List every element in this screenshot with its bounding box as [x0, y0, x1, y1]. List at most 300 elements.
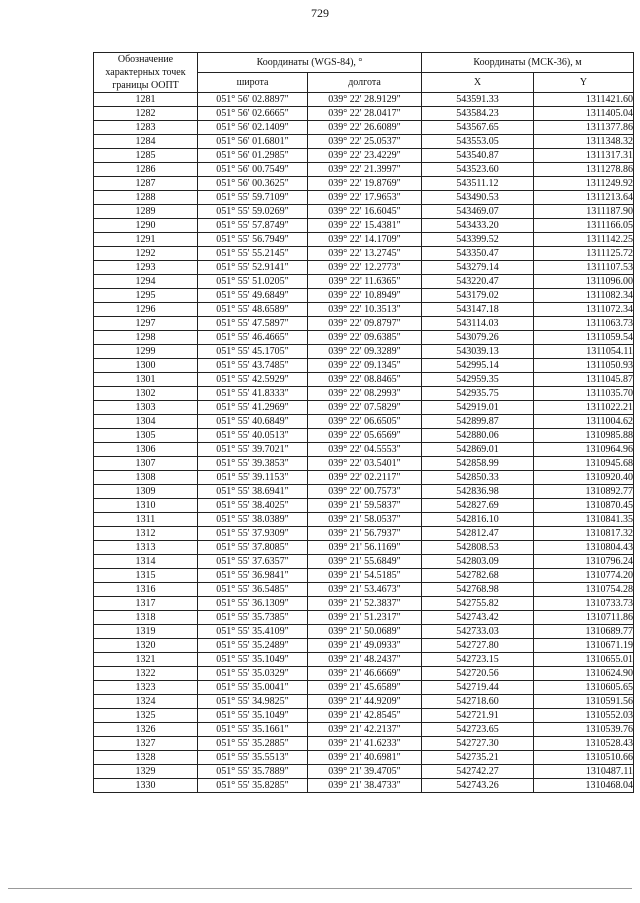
x-coordinate-cell: 542755.82: [422, 597, 534, 611]
table-row: [94, 275, 634, 289]
latitude-cell: 051° 55' 36.5485": [198, 583, 308, 597]
table-row: [94, 261, 634, 275]
x-coordinate-cell: 542721.91: [422, 709, 534, 723]
longitude-cell: 039° 21' 53.4673": [308, 583, 422, 597]
x-coordinate-cell: 542768.98: [422, 583, 534, 597]
point-id-cell: 1294: [94, 275, 198, 289]
x-coordinate-cell: 542812.47: [422, 527, 534, 541]
longitude-cell: 039° 21' 45.6589": [308, 681, 422, 695]
point-id-cell: 1306: [94, 443, 198, 457]
point-id-cell: 1302: [94, 387, 198, 401]
latitude-cell: 051° 55' 59.0269": [198, 205, 308, 219]
x-coordinate-cell: 543279.14: [422, 261, 534, 275]
table-row: [94, 611, 634, 625]
latitude-cell: 051° 55' 40.0513": [198, 429, 308, 443]
table-row: [94, 751, 634, 765]
x-coordinate-cell: 543350.47: [422, 247, 534, 261]
point-id-cell: 1319: [94, 625, 198, 639]
x-coordinate-cell: 542718.60: [422, 695, 534, 709]
x-coordinate-cell: 542919.01: [422, 401, 534, 415]
y-coordinate-cell: 1311050.93: [534, 359, 634, 373]
table-row: [94, 219, 634, 233]
table-row: [94, 681, 634, 695]
point-id-cell: 1291: [94, 233, 198, 247]
y-coordinate-cell: 1311107.53: [534, 261, 634, 275]
table-row: [94, 499, 634, 513]
y-coordinate-cell: 1311072.34: [534, 303, 634, 317]
longitude-cell: 039° 22' 12.2773": [308, 261, 422, 275]
x-coordinate-cell: 542720.56: [422, 667, 534, 681]
scan-bottom-edge: [8, 888, 632, 889]
point-id-cell: 1281: [94, 93, 198, 107]
latitude-cell: 051° 55' 35.1049": [198, 653, 308, 667]
latitude-cell: 051° 55' 35.4109": [198, 625, 308, 639]
table-row: [94, 625, 634, 639]
longitude-cell: 039° 21' 41.6233": [308, 737, 422, 751]
point-id-cell: 1290: [94, 219, 198, 233]
y-coordinate-cell: 1311045.87: [534, 373, 634, 387]
point-id-cell: 1327: [94, 737, 198, 751]
y-coordinate-cell: 1311125.72: [534, 247, 634, 261]
latitude-cell: 051° 55' 38.4025": [198, 499, 308, 513]
x-coordinate-cell: 543220.47: [422, 275, 534, 289]
table-row: [94, 247, 634, 261]
point-id-cell: 1321: [94, 653, 198, 667]
point-id-cell: 1330: [94, 779, 198, 793]
header-x: X: [422, 73, 534, 93]
longitude-cell: 039° 22' 25.0537": [308, 135, 422, 149]
header-point: Обозначение характерных точек границы ООПТ: [94, 53, 198, 93]
latitude-cell: 051° 55' 40.6849": [198, 415, 308, 429]
y-coordinate-cell: 1310796.24: [534, 555, 634, 569]
table-row: [94, 233, 634, 247]
y-coordinate-cell: 1311059.54: [534, 331, 634, 345]
longitude-cell: 039° 22' 03.5401": [308, 457, 422, 471]
latitude-cell: 051° 55' 34.9825": [198, 695, 308, 709]
y-coordinate-cell: 1310655.01: [534, 653, 634, 667]
header-msk36: Координаты (МСК-36), м: [422, 53, 634, 73]
latitude-cell: 051° 55' 38.6941": [198, 485, 308, 499]
longitude-cell: 039° 21' 54.5185": [308, 569, 422, 583]
longitude-cell: 039° 22' 11.6365": [308, 275, 422, 289]
table-row: [94, 569, 634, 583]
x-coordinate-cell: 542742.27: [422, 765, 534, 779]
longitude-cell: 039° 22' 28.9129": [308, 93, 422, 107]
x-coordinate-cell: 542858.99: [422, 457, 534, 471]
x-coordinate-cell: 542723.15: [422, 653, 534, 667]
point-id-cell: 1314: [94, 555, 198, 569]
table-row: [94, 289, 634, 303]
longitude-cell: 039° 22' 23.4229": [308, 149, 422, 163]
x-coordinate-cell: 542827.69: [422, 499, 534, 513]
longitude-cell: 039° 21' 42.2137": [308, 723, 422, 737]
latitude-cell: 051° 56' 01.6801": [198, 135, 308, 149]
longitude-cell: 039° 21' 38.4733": [308, 779, 422, 793]
point-id-cell: 1315: [94, 569, 198, 583]
latitude-cell: 051° 55' 59.7109": [198, 191, 308, 205]
latitude-cell: 051° 55' 55.2145": [198, 247, 308, 261]
y-coordinate-cell: 1310591.56: [534, 695, 634, 709]
y-coordinate-cell: 1310920.40: [534, 471, 634, 485]
longitude-cell: 039° 21' 44.9209": [308, 695, 422, 709]
x-coordinate-cell: 543039.13: [422, 345, 534, 359]
longitude-cell: 039° 22' 14.1709": [308, 233, 422, 247]
latitude-cell: 051° 55' 35.5513": [198, 751, 308, 765]
table-row: [94, 723, 634, 737]
x-coordinate-cell: 542782.68: [422, 569, 534, 583]
table-row: [94, 639, 634, 653]
x-coordinate-cell: 542803.09: [422, 555, 534, 569]
longitude-cell: 039° 21' 56.1169": [308, 541, 422, 555]
table-row: [94, 527, 634, 541]
longitude-cell: 039° 22' 08.2993": [308, 387, 422, 401]
latitude-cell: 051° 55' 45.1705": [198, 345, 308, 359]
longitude-cell: 039° 22' 17.9653": [308, 191, 422, 205]
longitude-cell: 039° 21' 51.2317": [308, 611, 422, 625]
y-coordinate-cell: 1310539.76: [534, 723, 634, 737]
point-id-cell: 1301: [94, 373, 198, 387]
latitude-cell: 051° 55' 48.6589": [198, 303, 308, 317]
latitude-cell: 051° 55' 57.8749": [198, 219, 308, 233]
point-id-cell: 1325: [94, 709, 198, 723]
x-coordinate-cell: 542743.26: [422, 779, 534, 793]
latitude-cell: 051° 55' 52.9141": [198, 261, 308, 275]
longitude-cell: 039° 22' 26.6089": [308, 121, 422, 135]
y-coordinate-cell: 1310468.04: [534, 779, 634, 793]
y-coordinate-cell: 1310711.86: [534, 611, 634, 625]
table-row: [94, 667, 634, 681]
longitude-cell: 039° 22' 19.8769": [308, 177, 422, 191]
longitude-cell: 039° 21' 39.4705": [308, 765, 422, 779]
x-coordinate-cell: 542850.33: [422, 471, 534, 485]
x-coordinate-cell: 542899.87: [422, 415, 534, 429]
table-row: [94, 597, 634, 611]
table-row: [94, 345, 634, 359]
x-coordinate-cell: 543523.60: [422, 163, 534, 177]
x-coordinate-cell: 543147.18: [422, 303, 534, 317]
latitude-cell: 051° 55' 43.7485": [198, 359, 308, 373]
latitude-cell: 051° 55' 36.9841": [198, 569, 308, 583]
header-y: Y: [534, 73, 634, 93]
point-id-cell: 1305: [94, 429, 198, 443]
coordinates-table: [93, 52, 634, 793]
point-id-cell: 1322: [94, 667, 198, 681]
x-coordinate-cell: 542735.21: [422, 751, 534, 765]
latitude-cell: 051° 55' 39.1153": [198, 471, 308, 485]
table-row: [94, 765, 634, 779]
point-id-cell: 1316: [94, 583, 198, 597]
longitude-cell: 039° 22' 08.8465": [308, 373, 422, 387]
latitude-cell: 051° 55' 41.2969": [198, 401, 308, 415]
longitude-cell: 039° 22' 16.6045": [308, 205, 422, 219]
y-coordinate-cell: 1311348.32: [534, 135, 634, 149]
y-coordinate-cell: 1310605.65: [534, 681, 634, 695]
x-coordinate-cell: 543490.53: [422, 191, 534, 205]
longitude-cell: 039° 22' 07.5829": [308, 401, 422, 415]
y-coordinate-cell: 1311249.92: [534, 177, 634, 191]
latitude-cell: 051° 55' 41.8333": [198, 387, 308, 401]
table-row: [94, 653, 634, 667]
latitude-cell: 051° 55' 38.0389": [198, 513, 308, 527]
point-id-cell: 1285: [94, 149, 198, 163]
y-coordinate-cell: 1311213.64: [534, 191, 634, 205]
longitude-cell: 039° 22' 09.6385": [308, 331, 422, 345]
y-coordinate-cell: 1310510.66: [534, 751, 634, 765]
x-coordinate-cell: 542869.01: [422, 443, 534, 457]
point-id-cell: 1297: [94, 317, 198, 331]
y-coordinate-cell: 1310671.19: [534, 639, 634, 653]
table-row: [94, 401, 634, 415]
latitude-cell: 051° 56' 00.7549": [198, 163, 308, 177]
y-coordinate-cell: 1311187.90: [534, 205, 634, 219]
longitude-cell: 039° 21' 58.0537": [308, 513, 422, 527]
x-coordinate-cell: 543553.05: [422, 135, 534, 149]
y-coordinate-cell: 1310733.73: [534, 597, 634, 611]
point-id-cell: 1295: [94, 289, 198, 303]
y-coordinate-cell: 1311405.04: [534, 107, 634, 121]
x-coordinate-cell: 543567.65: [422, 121, 534, 135]
table-row: [94, 373, 634, 387]
latitude-cell: 051° 55' 49.6849": [198, 289, 308, 303]
longitude-cell: 039° 22' 04.5553": [308, 443, 422, 457]
y-coordinate-cell: 1310892.77: [534, 485, 634, 499]
point-id-cell: 1296: [94, 303, 198, 317]
header-latitude: широта: [198, 73, 308, 93]
latitude-cell: 051° 55' 51.0205": [198, 275, 308, 289]
y-coordinate-cell: 1311142.25: [534, 233, 634, 247]
x-coordinate-cell: 543114.03: [422, 317, 534, 331]
x-coordinate-cell: 543079.26: [422, 331, 534, 345]
y-coordinate-cell: 1310754.28: [534, 583, 634, 597]
point-id-cell: 1298: [94, 331, 198, 345]
point-id-cell: 1284: [94, 135, 198, 149]
table-row: [94, 135, 634, 149]
y-coordinate-cell: 1311278.86: [534, 163, 634, 177]
longitude-cell: 039° 22' 06.6505": [308, 415, 422, 429]
longitude-cell: 039° 21' 42.8545": [308, 709, 422, 723]
y-coordinate-cell: 1310552.03: [534, 709, 634, 723]
y-coordinate-cell: 1310528.43: [534, 737, 634, 751]
latitude-cell: 051° 56' 02.6665": [198, 107, 308, 121]
x-coordinate-cell: 542719.44: [422, 681, 534, 695]
point-id-cell: 1312: [94, 527, 198, 541]
latitude-cell: 051° 55' 42.5929": [198, 373, 308, 387]
y-coordinate-cell: 1311054.11: [534, 345, 634, 359]
latitude-cell: 051° 55' 35.1661": [198, 723, 308, 737]
x-coordinate-cell: 542935.75: [422, 387, 534, 401]
point-id-cell: 1308: [94, 471, 198, 485]
longitude-cell: 039° 22' 13.2745": [308, 247, 422, 261]
table-row: [94, 457, 634, 471]
y-coordinate-cell: 1310817.32: [534, 527, 634, 541]
latitude-cell: 051° 56' 02.1409": [198, 121, 308, 135]
point-id-cell: 1286: [94, 163, 198, 177]
latitude-cell: 051° 56' 00.3625": [198, 177, 308, 191]
y-coordinate-cell: 1311377.86: [534, 121, 634, 135]
table-row: [94, 737, 634, 751]
table-row: [94, 121, 634, 135]
longitude-cell: 039° 21' 59.5837": [308, 499, 422, 513]
point-id-cell: 1313: [94, 541, 198, 555]
y-coordinate-cell: 1311317.31: [534, 149, 634, 163]
latitude-cell: 051° 55' 35.8285": [198, 779, 308, 793]
table-row: [94, 303, 634, 317]
longitude-cell: 039° 22' 28.0417": [308, 107, 422, 121]
longitude-cell: 039° 21' 40.6981": [308, 751, 422, 765]
point-id-cell: 1329: [94, 765, 198, 779]
y-coordinate-cell: 1310841.35: [534, 513, 634, 527]
longitude-cell: 039° 22' 09.8797": [308, 317, 422, 331]
point-id-cell: 1323: [94, 681, 198, 695]
table-row: [94, 107, 634, 121]
y-coordinate-cell: 1311004.62: [534, 415, 634, 429]
point-id-cell: 1307: [94, 457, 198, 471]
x-coordinate-cell: 543179.02: [422, 289, 534, 303]
y-coordinate-cell: 1310985.88: [534, 429, 634, 443]
table-row: [94, 709, 634, 723]
longitude-cell: 039° 21' 56.7937": [308, 527, 422, 541]
longitude-cell: 039° 22' 15.4381": [308, 219, 422, 233]
longitude-cell: 039° 22' 09.3289": [308, 345, 422, 359]
point-id-cell: 1326: [94, 723, 198, 737]
table-row: [94, 485, 634, 499]
table-row: [94, 205, 634, 219]
latitude-cell: 051° 55' 47.5897": [198, 317, 308, 331]
x-coordinate-cell: 542727.30: [422, 737, 534, 751]
x-coordinate-cell: 542723.65: [422, 723, 534, 737]
point-id-cell: 1299: [94, 345, 198, 359]
latitude-cell: 051° 56' 02.8897": [198, 93, 308, 107]
x-coordinate-cell: 542995.14: [422, 359, 534, 373]
y-coordinate-cell: 1311421.60: [534, 93, 634, 107]
point-id-cell: 1287: [94, 177, 198, 191]
latitude-cell: 051° 55' 46.4665": [198, 331, 308, 345]
y-coordinate-cell: 1310870.45: [534, 499, 634, 513]
point-id-cell: 1300: [94, 359, 198, 373]
table-row: [94, 471, 634, 485]
longitude-cell: 039° 22' 21.3997": [308, 163, 422, 177]
point-id-cell: 1293: [94, 261, 198, 275]
x-coordinate-cell: 543540.87: [422, 149, 534, 163]
y-coordinate-cell: 1311022.21: [534, 401, 634, 415]
x-coordinate-cell: 542743.42: [422, 611, 534, 625]
x-coordinate-cell: 542808.53: [422, 541, 534, 555]
table-row: [94, 191, 634, 205]
latitude-cell: 051° 55' 39.3853": [198, 457, 308, 471]
point-id-cell: 1292: [94, 247, 198, 261]
point-id-cell: 1328: [94, 751, 198, 765]
point-id-cell: 1309: [94, 485, 198, 499]
y-coordinate-cell: 1310804.43: [534, 541, 634, 555]
x-coordinate-cell: 543591.33: [422, 93, 534, 107]
y-coordinate-cell: 1310689.77: [534, 625, 634, 639]
table-row: [94, 429, 634, 443]
latitude-cell: 051° 55' 35.0041": [198, 681, 308, 695]
latitude-cell: 051° 55' 39.7021": [198, 443, 308, 457]
table-row: [94, 317, 634, 331]
y-coordinate-cell: 1310945.68: [534, 457, 634, 471]
point-id-cell: 1310: [94, 499, 198, 513]
table-row: [94, 415, 634, 429]
latitude-cell: 051° 55' 35.7889": [198, 765, 308, 779]
y-coordinate-cell: 1310487.11: [534, 765, 634, 779]
latitude-cell: 051° 55' 37.8085": [198, 541, 308, 555]
longitude-cell: 039° 22' 09.1345": [308, 359, 422, 373]
point-id-cell: 1320: [94, 639, 198, 653]
latitude-cell: 051° 55' 36.1309": [198, 597, 308, 611]
table-row: [94, 331, 634, 345]
longitude-cell: 039° 22' 10.8949": [308, 289, 422, 303]
latitude-cell: 051° 56' 01.2985": [198, 149, 308, 163]
y-coordinate-cell: 1310624.90: [534, 667, 634, 681]
longitude-cell: 039° 21' 49.0933": [308, 639, 422, 653]
table-row: [94, 779, 634, 793]
table-row: [94, 93, 634, 107]
x-coordinate-cell: 542880.06: [422, 429, 534, 443]
point-id-cell: 1311: [94, 513, 198, 527]
latitude-cell: 051° 55' 56.7949": [198, 233, 308, 247]
latitude-cell: 051° 55' 35.0329": [198, 667, 308, 681]
longitude-cell: 039° 21' 50.0689": [308, 625, 422, 639]
table-row: [94, 513, 634, 527]
longitude-cell: 039° 21' 46.6669": [308, 667, 422, 681]
table-row: [94, 163, 634, 177]
longitude-cell: 039° 22' 00.7573": [308, 485, 422, 499]
longitude-cell: 039° 21' 52.3837": [308, 597, 422, 611]
x-coordinate-cell: 543584.23: [422, 107, 534, 121]
point-id-cell: 1288: [94, 191, 198, 205]
table-row: [94, 695, 634, 709]
x-coordinate-cell: 542836.98: [422, 485, 534, 499]
point-id-cell: 1318: [94, 611, 198, 625]
x-coordinate-cell: 543399.52: [422, 233, 534, 247]
x-coordinate-cell: 542727.80: [422, 639, 534, 653]
table-row: [94, 359, 634, 373]
point-id-cell: 1317: [94, 597, 198, 611]
latitude-cell: 051° 55' 37.9309": [198, 527, 308, 541]
table-row: [94, 583, 634, 597]
table-row: [94, 387, 634, 401]
y-coordinate-cell: 1311096.00: [534, 275, 634, 289]
longitude-cell: 039° 22' 02.2117": [308, 471, 422, 485]
x-coordinate-cell: 543469.07: [422, 205, 534, 219]
x-coordinate-cell: 543511.12: [422, 177, 534, 191]
latitude-cell: 051° 55' 35.1049": [198, 709, 308, 723]
x-coordinate-cell: 542959.35: [422, 373, 534, 387]
header-wgs84: Координаты (WGS-84), °: [198, 53, 422, 73]
point-id-cell: 1282: [94, 107, 198, 121]
point-id-cell: 1324: [94, 695, 198, 709]
point-id-cell: 1304: [94, 415, 198, 429]
latitude-cell: 051° 55' 37.6357": [198, 555, 308, 569]
y-coordinate-cell: 1311166.05: [534, 219, 634, 233]
x-coordinate-cell: 543433.20: [422, 219, 534, 233]
x-coordinate-cell: 542733.03: [422, 625, 534, 639]
point-id-cell: 1303: [94, 401, 198, 415]
point-id-cell: 1289: [94, 205, 198, 219]
latitude-cell: 051° 55' 35.7385": [198, 611, 308, 625]
x-coordinate-cell: 542816.10: [422, 513, 534, 527]
table-row: [94, 443, 634, 457]
longitude-cell: 039° 21' 55.6849": [308, 555, 422, 569]
page-number: 729: [311, 6, 329, 20]
table-row: [94, 541, 634, 555]
header-longitude: долгота: [308, 73, 422, 93]
table-row: [94, 149, 634, 163]
latitude-cell: 051° 55' 35.2489": [198, 639, 308, 653]
table-row: [94, 177, 634, 191]
longitude-cell: 039° 22' 05.6569": [308, 429, 422, 443]
